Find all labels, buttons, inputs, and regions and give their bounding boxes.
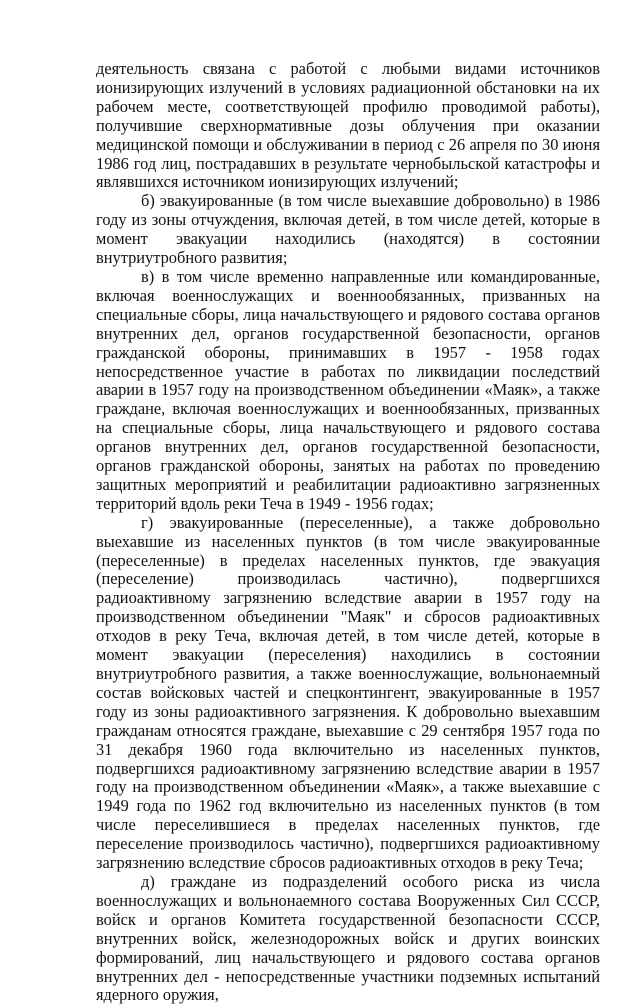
paragraph-item-v: в) в том числе временно направленные или командированные, включая военнослужащих и военнообязанных, призванных на специальные сборы, лица начальствующего и рядового состава органов внутренних дел, органов государственной безопасности, органов гражданской обороны, принимавших в 1957 - 1958 годах непосредственное участие в работах по ликвидации последствий аварии в 1957 году на производственном объединении «Маяк», а также граждане, включая военнослужащих и военнообязанных, призванных на специальные сборы, лица начальствующего и рядового состава органов внутренних дел, органов государственной безопасности, органов гражданской обороны, занятых на работах по проведению защитных мероприятий и реабилитации радиоактивно загрязненных территорий вдоль реки Теча в 1949 - 1956 годах; xyxy=(96,266,600,513)
document-body xyxy=(96,60,600,1005)
paragraph-item-b: б) эвакуированные (в том числе выехавшие добровольно) в 1986 году из зоны отчуждения, включая детей, в том числе детей, которые в момент эвакуации находились (находятся) в состоянии внутриутробного развития; xyxy=(96,191,600,268)
paragraph-item-d: д) граждане из подразделений особого риска из числа военнослужащих и вольнонаемного состава Вооруженных Сил СССР, войск и органов Комитета государственной безопасности СССР, внутренних войск, железнодорожных войск и других воинских формирований, лиц начальствующего и рядового состава органов внутренних дел - непосредственные участники подземных испытаний ядерного оружия, xyxy=(96,871,600,1005)
paragraph-item-g: г) эвакуированные (переселенные), а также добровольно выехавшие из населенных пунктов (в том числе эвакуированные (переселенные) в пределах населенных пунктов, где эвакуация (переселение) производилась частично), подвергшихся радиоактивному загрязнению вследствие аварии в 1957 году на производственном объединении "Маяк" и сбросов радиоактивных отходов в реку Теча, включая детей, в том числе детей, которые в момент эвакуации (переселения) находились в состоянии внутриутробного развития, а также военнослужащие, вольнонаемный состав войсковых частей и спецконтингент, эвакуированные в 1957 году из зоны радиоактивного загрязнения. К добровольно выехавшим гражданам относятся граждане, выехавшие с 29 сентября 1957 года по 31 декабря 1960 года включительно из населенных пунктов, подвергшихся радиоактивному загрязнению вследствие аварии в 1957 году на производственном объединении «Маяк», а также выехавшие с 1949 года по 1962 год включительно из населенных пунктов (в том числе переселившиеся в пределах населенных пунктов, где переселение производилось частично), подвергшихся радиоактивному загрязнению вследствие сбросов радиоактивных отходов в реку Теча; xyxy=(96,512,600,873)
paragraph-continuation: деятельность связана с работой с любыми видами источников ионизирующих излучений в условиях радиационной обстановки на их рабочем месте, соответствующей профилю проводимой работы), получившие сверхнормативные дозы облучения при оказании медицинской помощи и обслуживании в период с 26 апреля по 30 июня 1986 год лиц, пострадавших в результате чернобыльской катастрофы и являвшихся источником ионизирующих излучений; xyxy=(96,59,600,192)
